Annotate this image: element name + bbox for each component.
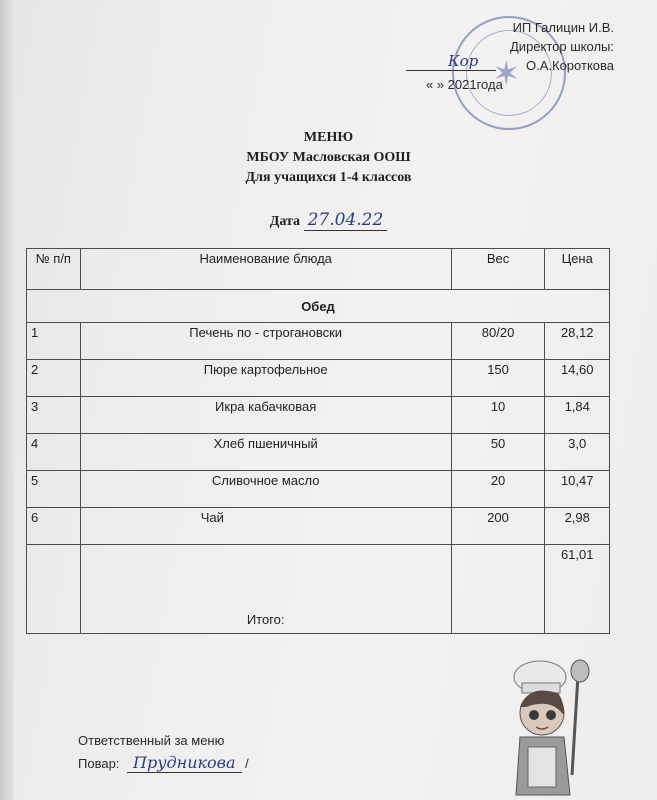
row-number: 6 [27,508,81,545]
dish-name: Икра кабачковая [80,397,451,434]
dish-price: 10,47 [545,471,610,508]
approval-position: Директор школы: [510,39,614,54]
row-number: 5 [27,471,81,508]
column-header-price: Цена [545,249,610,290]
dish-name: Пюре картофельное [80,360,451,397]
total-label: Итого: [80,545,451,634]
dish-weight: 150 [451,360,545,397]
dish-price: 3,0 [545,434,610,471]
responsible-label: Ответственный за меню [78,733,225,748]
dish-price: 1,84 [545,397,610,434]
table-row [27,471,610,508]
seal-emblem-icon: ✶ [492,54,521,94]
school-name: МБОУ Масловская ООШ [246,150,411,165]
cook-suffix: / [245,756,249,771]
dish-name: Хлеб пшеничный [80,434,451,471]
chef-girl-illustration [498,655,598,800]
dish-price: 28,12 [545,323,610,360]
audience-line: Для учащихся 1-4 классов [245,170,412,185]
table-row [27,323,610,360]
approval-block [404,18,614,94]
column-header-name: Наименование блюда [80,249,451,290]
date-label: Дата [269,214,301,229]
dish-weight: 80/20 [451,323,545,360]
dish-price: 14,60 [545,360,610,397]
row-number: 4 [27,434,81,471]
dish-name: Чай [80,508,451,545]
paper-edge [0,0,14,800]
approval-date: « » 2021года [426,77,503,92]
table-row [27,360,610,397]
dish-weight: 50 [451,434,545,471]
dish-name: Сливочное масло [80,471,451,508]
director-signature: Кор [448,52,479,70]
approval-org: ИП Галицин И.В. [512,20,614,35]
section-row [27,290,610,323]
dish-price: 2,98 [545,508,610,545]
cook-label: Повар: [78,756,120,771]
column-header-number: № п/п [27,249,81,290]
table-row [27,508,610,545]
page-title: МЕНЮ [303,130,354,145]
total-weight-cell [451,545,545,634]
cook-line [78,753,249,772]
director-name: О.А.Короткова [526,58,614,73]
row-number: 3 [27,397,81,434]
menu-table [26,248,610,634]
column-header-weight: Вес [451,249,545,290]
row-number: 2 [27,360,81,397]
total-empty-cell [27,545,81,634]
dish-weight: 20 [451,471,545,508]
table-row [27,434,610,471]
table-row [27,397,610,434]
date-value: 27.04.22 [304,210,388,231]
date-row [0,210,657,230]
cook-signature: Прудникова [127,753,242,773]
total-value: 61,01 [545,545,610,634]
dish-weight: 10 [451,397,545,434]
dish-weight: 200 [451,508,545,545]
table-header-row [27,249,610,290]
approval-signature-line [404,52,614,75]
dish-name: Печень по - строгановски [80,323,451,360]
total-row [27,545,610,634]
row-number: 1 [27,323,81,360]
section-label: Обед [27,290,610,323]
